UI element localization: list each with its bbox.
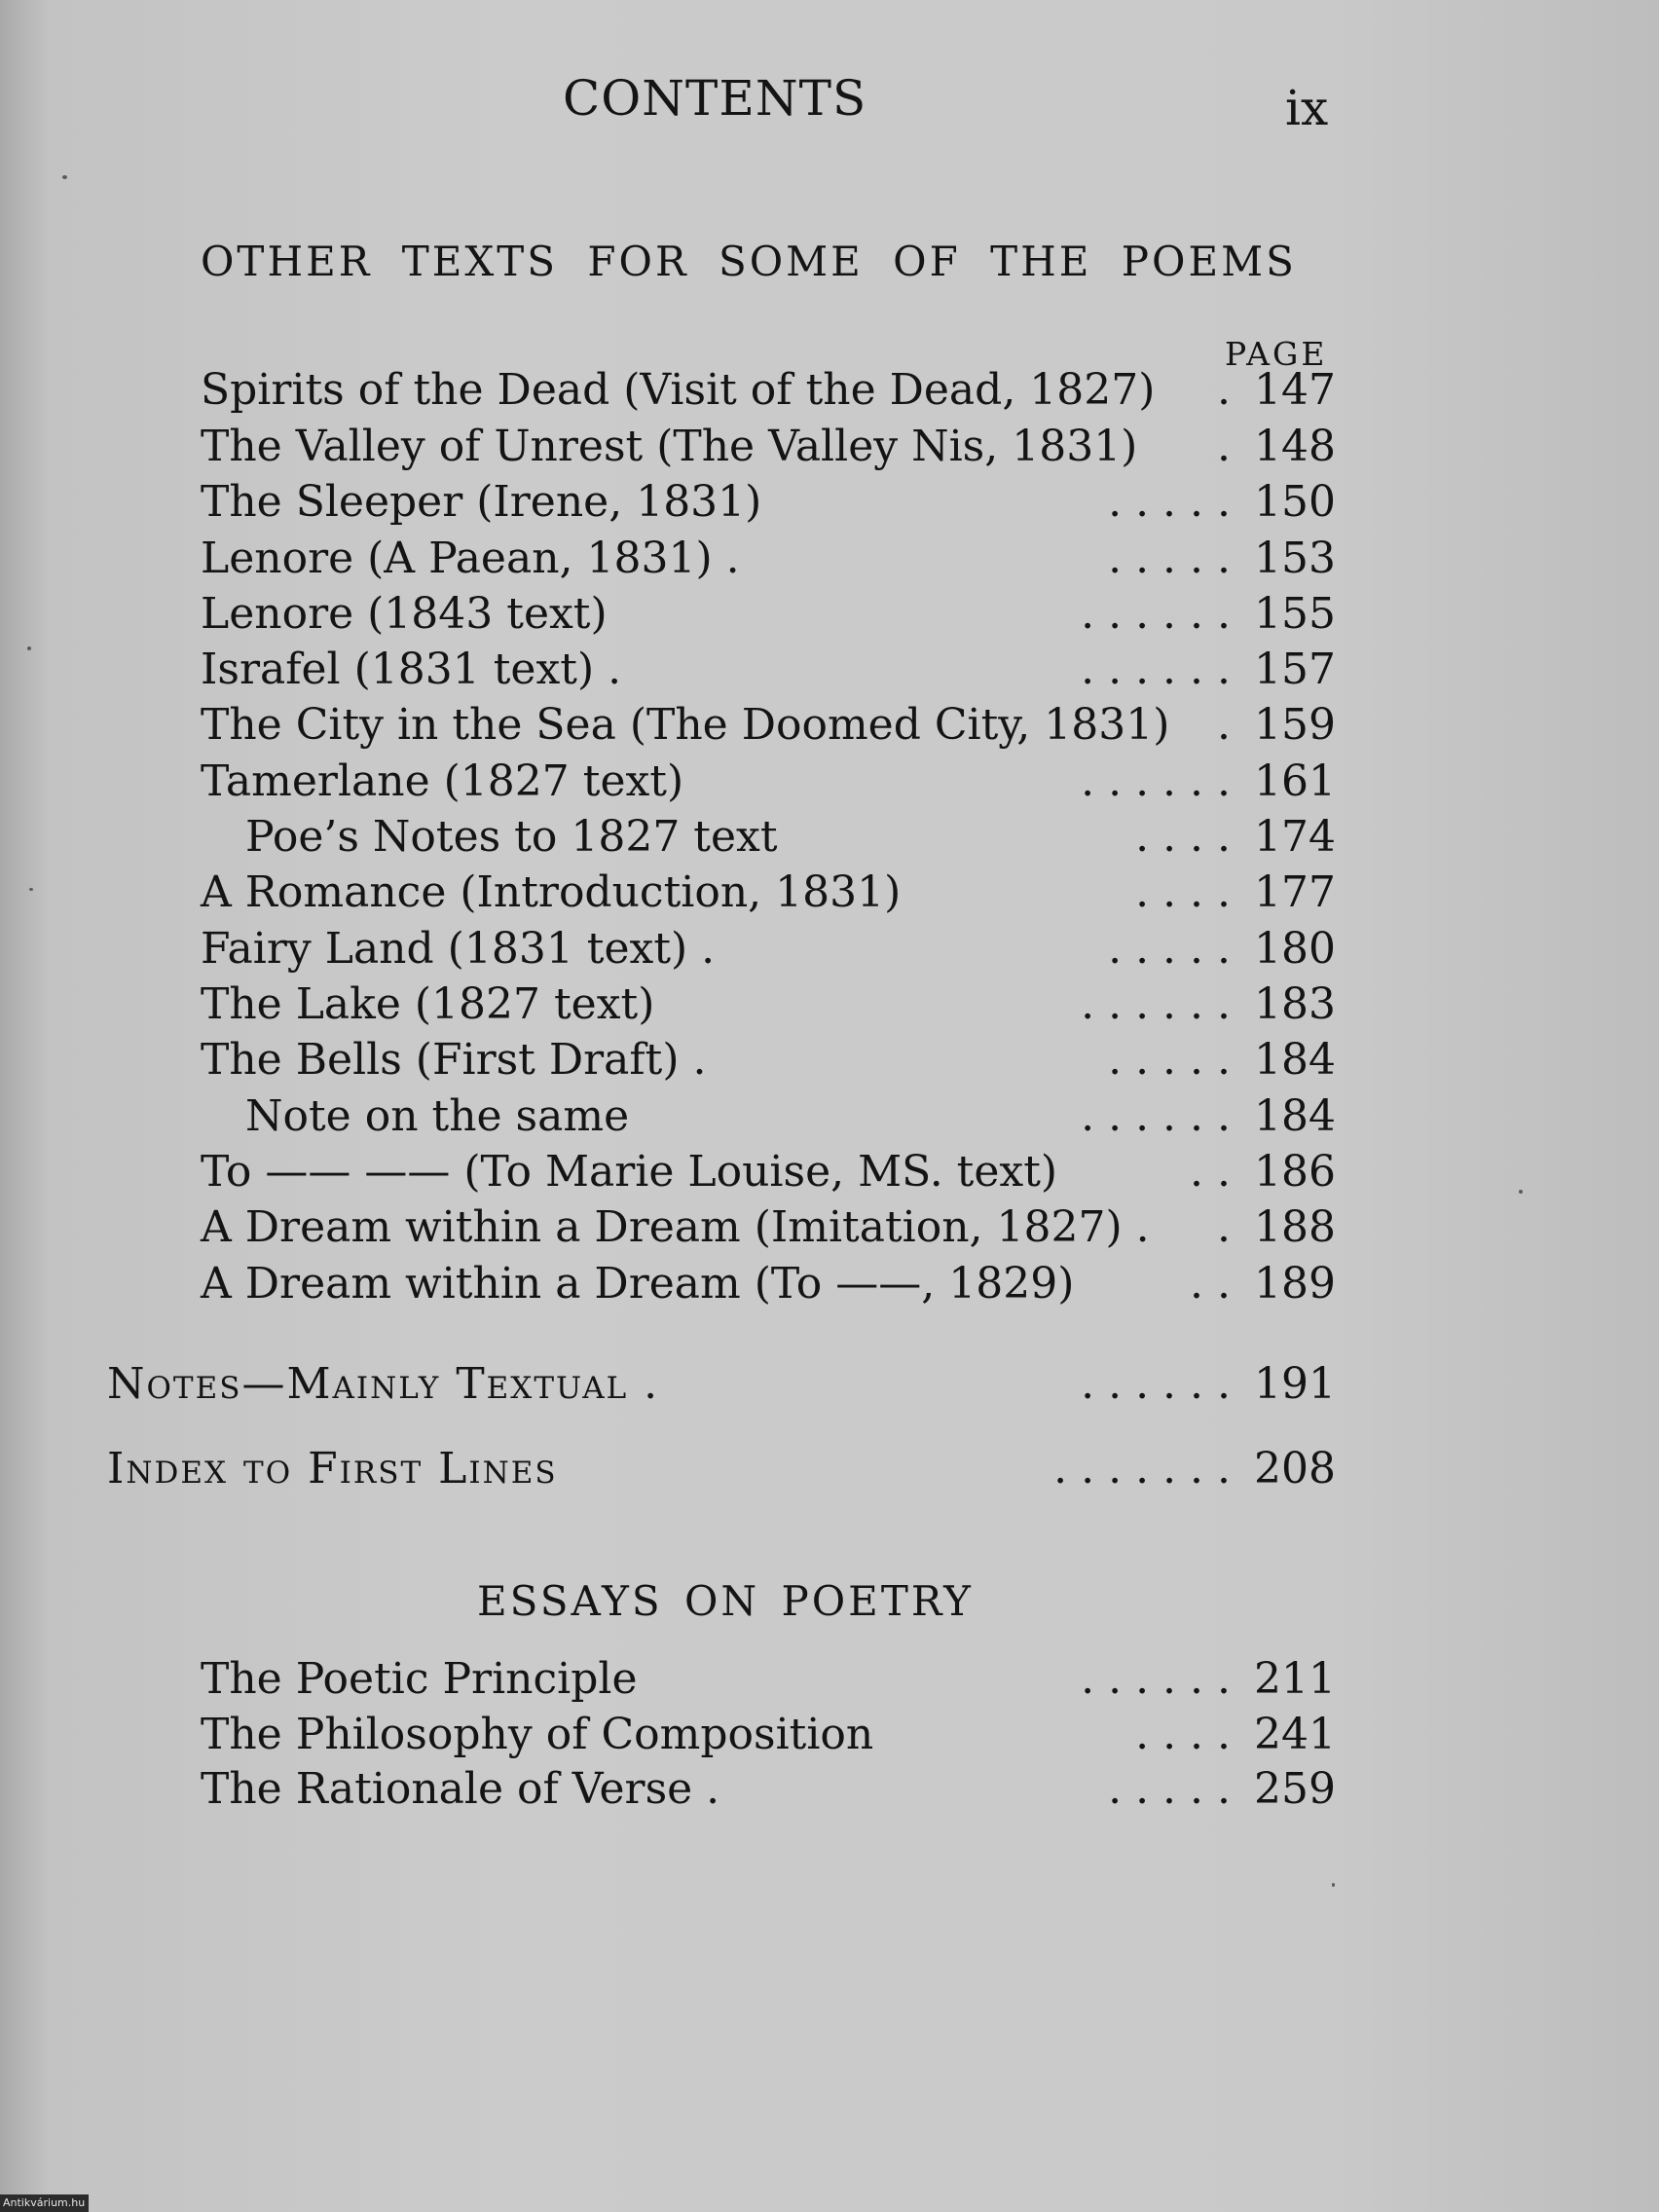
running-head: CONTENTS	[563, 70, 867, 127]
toc-entry	[0, 1032, 1659, 1088]
toc-entry	[0, 921, 1659, 977]
toc-entry	[0, 1088, 1659, 1145]
dot-leader: . . . . . .	[1081, 589, 1231, 639]
toc-entry-page: 148	[1254, 422, 1336, 471]
toc-entry-title: Index to First Lines	[107, 1444, 558, 1493]
toc-entry-page: 189	[1254, 1259, 1336, 1309]
dot-leader: .	[1217, 365, 1231, 415]
toc-entry-page: 241	[1254, 1710, 1336, 1759]
toc-entry-title: The City in the Sea (The Doomed City, 1831)	[201, 700, 1170, 750]
dot-leader: . . . . .	[1108, 534, 1231, 583]
toc-entry-page: 184	[1254, 1035, 1336, 1085]
toc-entry-title: The Poetic Principle	[201, 1654, 638, 1704]
dot-leader: . . . . .	[1108, 1764, 1231, 1814]
toc-entry-page: 211	[1254, 1654, 1336, 1704]
folio: ix	[1285, 80, 1329, 136]
toc-entry-title: A Dream within a Dream (Imitation, 1827) .	[201, 1202, 1150, 1252]
dot-leader: .	[1217, 422, 1231, 471]
dot-leader: . . . . . .	[1081, 1654, 1231, 1704]
toc-entry-page: 174	[1254, 812, 1336, 862]
toc-entry-title: A Romance (Introduction, 1831)	[201, 867, 902, 917]
toc-entry-title: The Lake (1827 text)	[201, 979, 655, 1029]
toc-entry-page: 191	[1254, 1359, 1336, 1409]
paper-speck	[27, 646, 31, 650]
dot-leader: . . . .	[1135, 812, 1231, 862]
toc-entry-page: 161	[1254, 756, 1336, 806]
paper-speck	[62, 175, 67, 179]
toc-entry-title: The Philosophy of Composition	[201, 1710, 874, 1759]
toc-entry-title: The Bells (First Draft) .	[201, 1035, 707, 1085]
toc-entry-title: Lenore (A Paean, 1831) .	[201, 534, 740, 583]
toc-entry	[0, 1199, 1659, 1256]
toc-entry-title: Notes—Mainly Textual .	[107, 1359, 660, 1409]
toc-entry-page: 188	[1254, 1202, 1336, 1252]
toc-entry	[0, 1707, 1659, 1763]
dot-leader: . . . . . .	[1081, 756, 1231, 806]
toc-entry	[0, 1651, 1659, 1708]
paper-speck	[29, 888, 33, 891]
toc-entry-title: The Sleeper (Irene, 1831)	[201, 477, 762, 527]
toc-entry	[0, 642, 1659, 698]
toc-entry-page: 147	[1254, 365, 1336, 415]
toc-entry	[0, 697, 1659, 754]
paper-speck	[1332, 1883, 1335, 1887]
toc-entry-notes	[0, 1356, 1659, 1413]
toc-entry-title: Note on the same	[245, 1091, 630, 1141]
paper-speck	[1519, 1190, 1523, 1194]
toc-entry-title: To —— —— (To Marie Louise, MS. text)	[201, 1147, 1058, 1197]
dot-leader: . . . . .	[1108, 477, 1231, 527]
toc-entry	[0, 1761, 1659, 1818]
page-column-label: PAGE	[1225, 335, 1328, 373]
toc-entry-title: The Valley of Unrest (The Valley Nis, 1831)	[201, 422, 1138, 471]
toc-entry-page: 157	[1254, 645, 1336, 694]
dot-leader: .	[1217, 700, 1231, 750]
watermark: Antikvárium.hu	[0, 2194, 89, 2212]
toc-entry-title: Lenore (1843 text)	[201, 589, 608, 639]
toc-entry-title: Israfel (1831 text) .	[201, 645, 622, 694]
toc-entry	[0, 586, 1659, 643]
toc-entry-page: 177	[1254, 867, 1336, 917]
dot-leader: . .	[1190, 1147, 1231, 1197]
toc-entry-page: 159	[1254, 700, 1336, 750]
toc-entry-page: 183	[1254, 979, 1336, 1029]
toc-entry-page: 153	[1254, 534, 1336, 583]
dot-leader: . . . . .	[1108, 924, 1231, 974]
toc-entry-page: 180	[1254, 924, 1336, 974]
toc-entry-page: 208	[1254, 1444, 1336, 1493]
toc-entry-title: A Dream within a Dream (To ——, 1829)	[201, 1259, 1075, 1309]
dot-leader: . . . . . .	[1081, 645, 1231, 694]
dot-leader: . . . . . .	[1081, 1359, 1231, 1409]
toc-entry	[0, 865, 1659, 921]
toc-entry	[0, 531, 1659, 587]
toc-entry	[0, 474, 1659, 531]
dot-leader: . . . . .	[1108, 1035, 1231, 1085]
toc-entry-title: Spirits of the Dead (Visit of the Dead, 1827)	[201, 365, 1156, 415]
toc-entry-page: 184	[1254, 1091, 1336, 1141]
toc-entry	[0, 754, 1659, 810]
toc-entry-title: Tamerlane (1827 text)	[201, 756, 684, 806]
toc-entry	[0, 809, 1659, 866]
toc-entry-title: Fairy Land (1831 text) .	[201, 924, 716, 974]
toc-entry	[0, 1144, 1659, 1200]
dot-leader: . . . . . .	[1081, 979, 1231, 1029]
toc-entry-index	[0, 1441, 1659, 1497]
dot-leader: .	[1217, 1202, 1231, 1252]
dot-leader: . . . . . .	[1081, 1091, 1231, 1141]
toc-entry	[0, 977, 1659, 1033]
toc-entry-title: Poe’s Notes to 1827 text	[245, 812, 778, 862]
toc-entry-page: 186	[1254, 1147, 1336, 1197]
dot-leader: . . . . . . .	[1053, 1444, 1231, 1493]
toc-entry	[0, 419, 1659, 475]
section-heading-other-texts: OTHER TEXTS FOR SOME OF THE POEMS	[201, 238, 1297, 285]
section-heading-essays: ESSAYS ON POETRY	[477, 1577, 974, 1625]
toc-entry	[0, 362, 1659, 419]
dot-leader: . .	[1190, 1259, 1231, 1309]
dot-leader: . . . .	[1135, 1710, 1231, 1759]
toc-entry-page: 259	[1254, 1764, 1336, 1814]
toc-entry-page: 155	[1254, 589, 1336, 639]
dot-leader: . . . .	[1135, 867, 1231, 917]
toc-entry-page: 150	[1254, 477, 1336, 527]
toc-entry	[0, 1256, 1659, 1312]
toc-entry-title: The Rationale of Verse .	[201, 1764, 720, 1814]
